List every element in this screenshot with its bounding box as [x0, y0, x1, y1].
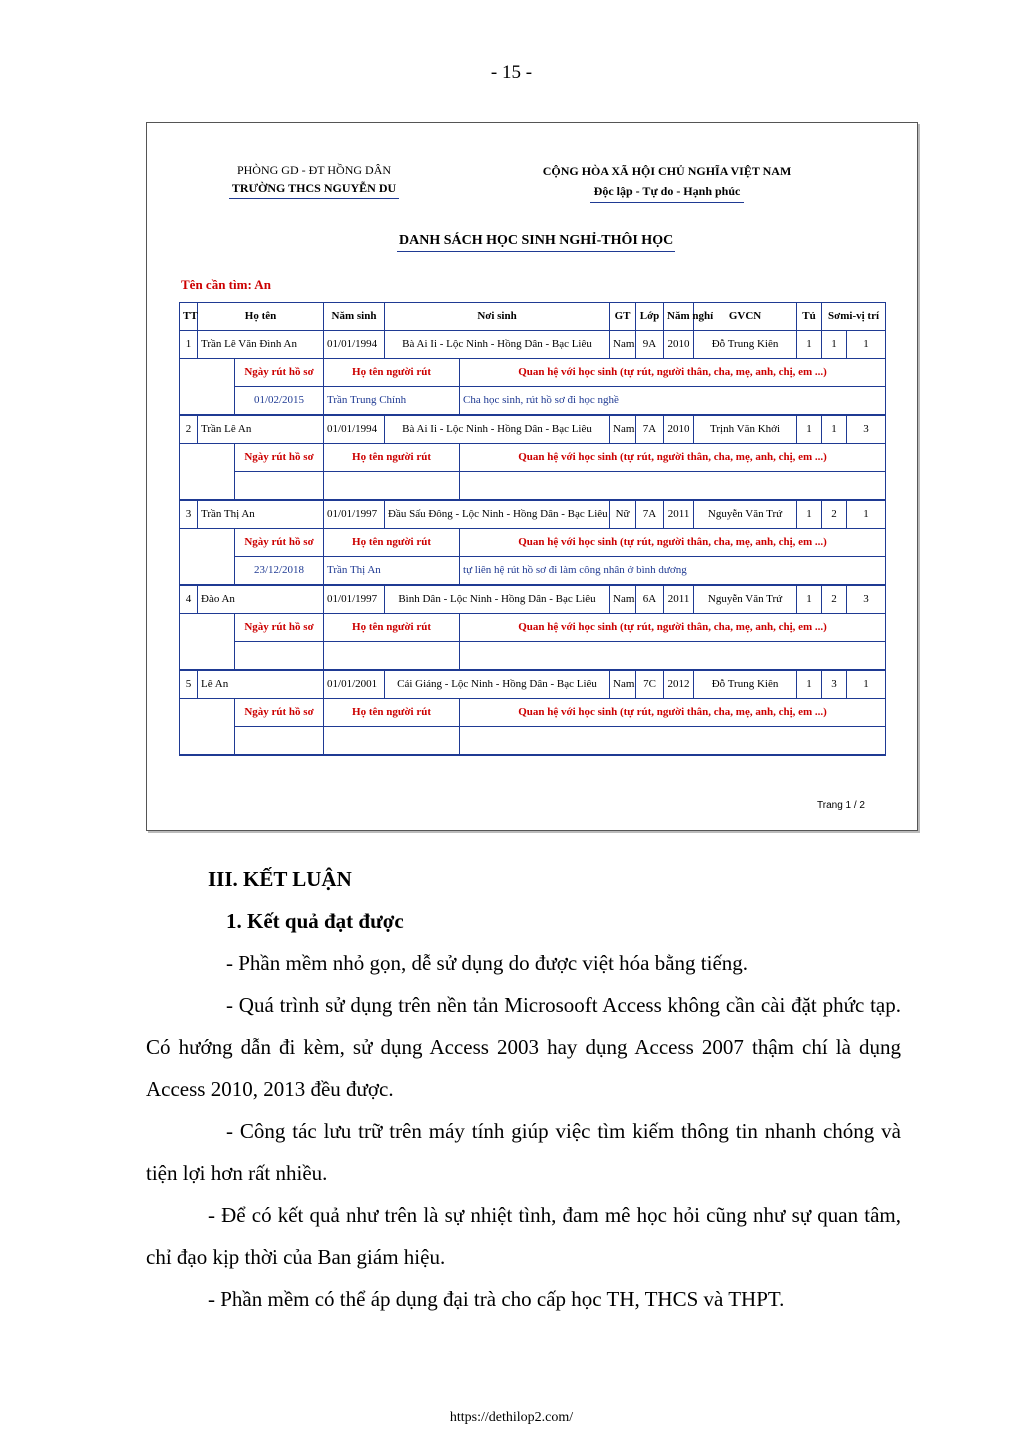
- cell-somi: 1: [822, 415, 847, 444]
- cell-somi: 1: [822, 331, 847, 359]
- sub-header-cell: Ngày rút hồ sơ: [235, 359, 324, 387]
- cell-gvcn: Nguyễn Văn Trứ: [694, 500, 797, 529]
- cell-dob: 01/01/1997: [324, 500, 385, 529]
- cell-withdrawer: [324, 472, 460, 501]
- cell-tt: 3: [180, 500, 198, 529]
- cell-dob: 01/01/2001: [324, 670, 385, 699]
- withdraw-header-row: [180, 444, 886, 472]
- cell-tu: 1: [797, 415, 822, 444]
- search-label: Tên cần tìm: An: [181, 277, 271, 292]
- cell-nam: 2010: [664, 331, 694, 359]
- indent-cell: [180, 359, 235, 387]
- report-national-motto: [537, 161, 797, 203]
- withdraw-detail-row: [180, 387, 886, 416]
- cell-gt: Nam: [610, 585, 636, 614]
- withdraw-detail-row: [180, 642, 886, 671]
- cell-gt: Nữ: [610, 500, 636, 529]
- indent-cell: [180, 444, 235, 472]
- cell-gt: Nam: [610, 415, 636, 444]
- cell-relation: Cha học sinh, rút hồ sơ đi học nghề: [460, 387, 886, 416]
- cell-gvcn: Nguyễn Văn Trứ: [694, 585, 797, 614]
- cell-tu: 1: [797, 500, 822, 529]
- sub-header-cell: Ngày rút hồ sơ: [235, 614, 324, 642]
- cell-withdrawer: [324, 642, 460, 671]
- cell-lop: 6A: [636, 585, 664, 614]
- cell-somi: 2: [822, 500, 847, 529]
- sub-header-cell: Quan hệ với học sinh (tự rút, người thân, cha, mẹ, anh, chị, em ...): [460, 359, 886, 387]
- nation-line-2: Độc lập - Tự do - Hạnh phúc: [590, 181, 745, 203]
- cell-somi: 2: [822, 585, 847, 614]
- cell-tu: 1: [797, 670, 822, 699]
- cell-vitri: 1: [847, 670, 886, 699]
- cell-tt: 1: [180, 331, 198, 359]
- indent-cell: [180, 642, 235, 671]
- report-page-footer: Trang 1 / 2: [817, 800, 865, 811]
- footer-url: https://dethilop2.com/: [449, 1410, 574, 1425]
- indent-cell: [180, 472, 235, 501]
- cell-vitri: 3: [847, 415, 886, 444]
- page-number: - 15 -: [490, 62, 533, 83]
- org-line-1: PHÒNG GD - ĐT HỒNG DÂN: [236, 163, 392, 177]
- header-cell: Năm nghỉ: [664, 303, 694, 331]
- cell-name: Trần Thị An: [198, 500, 324, 529]
- student-table: [179, 302, 886, 756]
- cell-withdraw-date: [235, 642, 324, 671]
- paragraph: - Công tác lưu trữ trên máy tính giúp việc tìm kiếm thông tin nhanh chóng và tiện lợi hơn rất nhiều.: [146, 1119, 901, 1185]
- withdraw-header-row: [180, 529, 886, 557]
- paragraph: - Phần mềm nhỏ gọn, dễ sử dụng do được việt hóa bằng tiếng.: [226, 951, 749, 975]
- cell-tu: 1: [797, 331, 822, 359]
- cell-name: Lê An: [198, 670, 324, 699]
- cell-dob: 01/01/1997: [324, 585, 385, 614]
- cell-relation: tự liên hệ rút hồ sơ đi làm công nhân ở bình dương: [460, 557, 886, 586]
- cell-dob: 01/01/1994: [324, 331, 385, 359]
- paragraph: - Phần mềm có thể áp dụng đại trà cho cấp học TH, THCS và THPT.: [208, 1287, 785, 1311]
- header-cell: TT: [180, 303, 198, 331]
- cell-relation: [460, 727, 886, 756]
- cell-tt: 2: [180, 415, 198, 444]
- header-cell: GT: [610, 303, 636, 331]
- cell-lop: 7C: [636, 670, 664, 699]
- cell-dob: 01/01/1994: [324, 415, 385, 444]
- report-title: DANH SÁCH HỌC SINH NGHỈ-THÔI HỌC: [397, 233, 675, 252]
- header-cell: Lớp: [636, 303, 664, 331]
- sub-header-cell: Họ tên người rút: [324, 529, 460, 557]
- indent-cell: [180, 699, 235, 727]
- cell-pob: Bà Ai Ii - Lộc Ninh - Hồng Dân - Bạc Liêu: [385, 331, 610, 359]
- header-cell: GVCN: [694, 303, 797, 331]
- cell-withdraw-date: 23/12/2018: [235, 557, 324, 586]
- cell-gvcn: Trịnh Văn Khởi: [694, 415, 797, 444]
- cell-lop: 9A: [636, 331, 664, 359]
- indent-cell: [180, 387, 235, 416]
- sub-header-cell: Họ tên người rút: [324, 614, 460, 642]
- cell-gvcn: Đỗ Trung Kiên: [694, 670, 797, 699]
- indent-cell: [180, 557, 235, 586]
- cell-tu: 1: [797, 585, 822, 614]
- header-cell: Năm sinh: [324, 303, 385, 331]
- cell-tt: 5: [180, 670, 198, 699]
- table-row: [180, 585, 886, 614]
- sub-header-cell: Quan hệ với học sinh (tự rút, người thân, cha, mẹ, anh, chị, em ...): [460, 699, 886, 727]
- cell-withdrawer: Trần Trung Chính: [324, 387, 460, 416]
- cell-lop: 7A: [636, 415, 664, 444]
- report-organization: [229, 161, 399, 199]
- cell-nam: 2010: [664, 415, 694, 444]
- cell-name: Trần Lê Văn Đình An: [198, 331, 324, 359]
- cell-relation: [460, 642, 886, 671]
- org-line-2: TRƯỜNG THCS NGUYỄN DU: [229, 179, 399, 199]
- cell-gvcn: Đỗ Trung Kiên: [694, 331, 797, 359]
- indent-cell: [180, 614, 235, 642]
- indent-cell: [180, 727, 235, 756]
- indent-cell: [180, 529, 235, 557]
- sub-header-cell: Quan hệ với học sinh (tự rút, người thân, cha, mẹ, anh, chị, em ...): [460, 529, 886, 557]
- withdraw-header-row: [180, 699, 886, 727]
- cell-withdrawer: Trần Thị An: [324, 557, 460, 586]
- withdraw-header-row: [180, 359, 886, 387]
- cell-somi: 3: [822, 670, 847, 699]
- sub-header-cell: Họ tên người rút: [324, 444, 460, 472]
- conclusion-section: [146, 858, 901, 1320]
- nation-line-1: CỘNG HÒA XÃ HỘI CHỦ NGHĨA VIỆT NAM: [542, 164, 792, 178]
- withdraw-detail-row: [180, 557, 886, 586]
- paragraph: - Quá trình sử dụng trên nền tản Microsooft Access không cần cài đặt phức tạp. Có hướng dẫn đi kèm, sử dụng Access 2003 hay dụng Access 2007 thậm chí là dụng Access 2010, 2013 đều được.: [146, 993, 901, 1101]
- header-cell: Họ tên: [198, 303, 324, 331]
- table-row: [180, 415, 886, 444]
- cell-withdraw-date: [235, 472, 324, 501]
- report-screenshot: [146, 122, 918, 831]
- sub-header-cell: Họ tên người rút: [324, 359, 460, 387]
- paragraph: - Để có kết quả như trên là sự nhiệt tình, đam mê học hỏi cũng như sự quan tâm, chỉ đạo kịp thời của Ban giám hiệu.: [146, 1203, 901, 1269]
- cell-pob: Đầu Sấu Đông - Lộc Ninh - Hồng Dân - Bạc Liêu: [385, 500, 610, 529]
- cell-nam: 2011: [664, 500, 694, 529]
- table-header-row: [180, 303, 886, 331]
- withdraw-header-row: [180, 614, 886, 642]
- section-heading: III. KẾT LUẬN: [208, 867, 352, 891]
- table-row: [180, 331, 886, 359]
- header-cell: Tủ: [797, 303, 822, 331]
- subsection-heading: 1. Kết quả đạt được: [226, 909, 404, 933]
- header-cell: Nơi sinh: [385, 303, 610, 331]
- sub-header-cell: Quan hệ với học sinh (tự rút, người thân, cha, mẹ, anh, chị, em ...): [460, 614, 886, 642]
- sub-header-cell: Ngày rút hồ sơ: [235, 444, 324, 472]
- table-row: [180, 500, 886, 529]
- sub-header-cell: Ngày rút hồ sơ: [235, 529, 324, 557]
- table-row: [180, 670, 886, 699]
- cell-withdraw-date: 01/02/2015: [235, 387, 324, 416]
- cell-nam: 2011: [664, 585, 694, 614]
- cell-tt: 4: [180, 585, 198, 614]
- cell-pob: Bà Ai Ii - Lộc Ninh - Hồng Dân - Bạc Liêu: [385, 415, 610, 444]
- header-cell: Sơmi-vị trí: [822, 303, 886, 331]
- cell-nam: 2012: [664, 670, 694, 699]
- cell-vitri: 3: [847, 585, 886, 614]
- withdraw-detail-row: [180, 472, 886, 501]
- cell-withdraw-date: [235, 727, 324, 756]
- cell-pob: Cái Giáng - Lộc Ninh - Hồng Dân - Bạc Liêu: [385, 670, 610, 699]
- sub-header-cell: Ngày rút hồ sơ: [235, 699, 324, 727]
- withdraw-detail-row: [180, 727, 886, 756]
- cell-gt: Nam: [610, 331, 636, 359]
- cell-vitri: 1: [847, 500, 886, 529]
- sub-header-cell: Quan hệ với học sinh (tự rút, người thân, cha, mẹ, anh, chị, em ...): [460, 444, 886, 472]
- cell-name: Đào An: [198, 585, 324, 614]
- cell-withdrawer: [324, 727, 460, 756]
- cell-relation: [460, 472, 886, 501]
- cell-gt: Nam: [610, 670, 636, 699]
- cell-name: Trần Lê An: [198, 415, 324, 444]
- sub-header-cell: Họ tên người rút: [324, 699, 460, 727]
- cell-pob: Bình Dân - Lộc Ninh - Hồng Dân - Bạc Liêu: [385, 585, 610, 614]
- cell-lop: 7A: [636, 500, 664, 529]
- cell-vitri: 1: [847, 331, 886, 359]
